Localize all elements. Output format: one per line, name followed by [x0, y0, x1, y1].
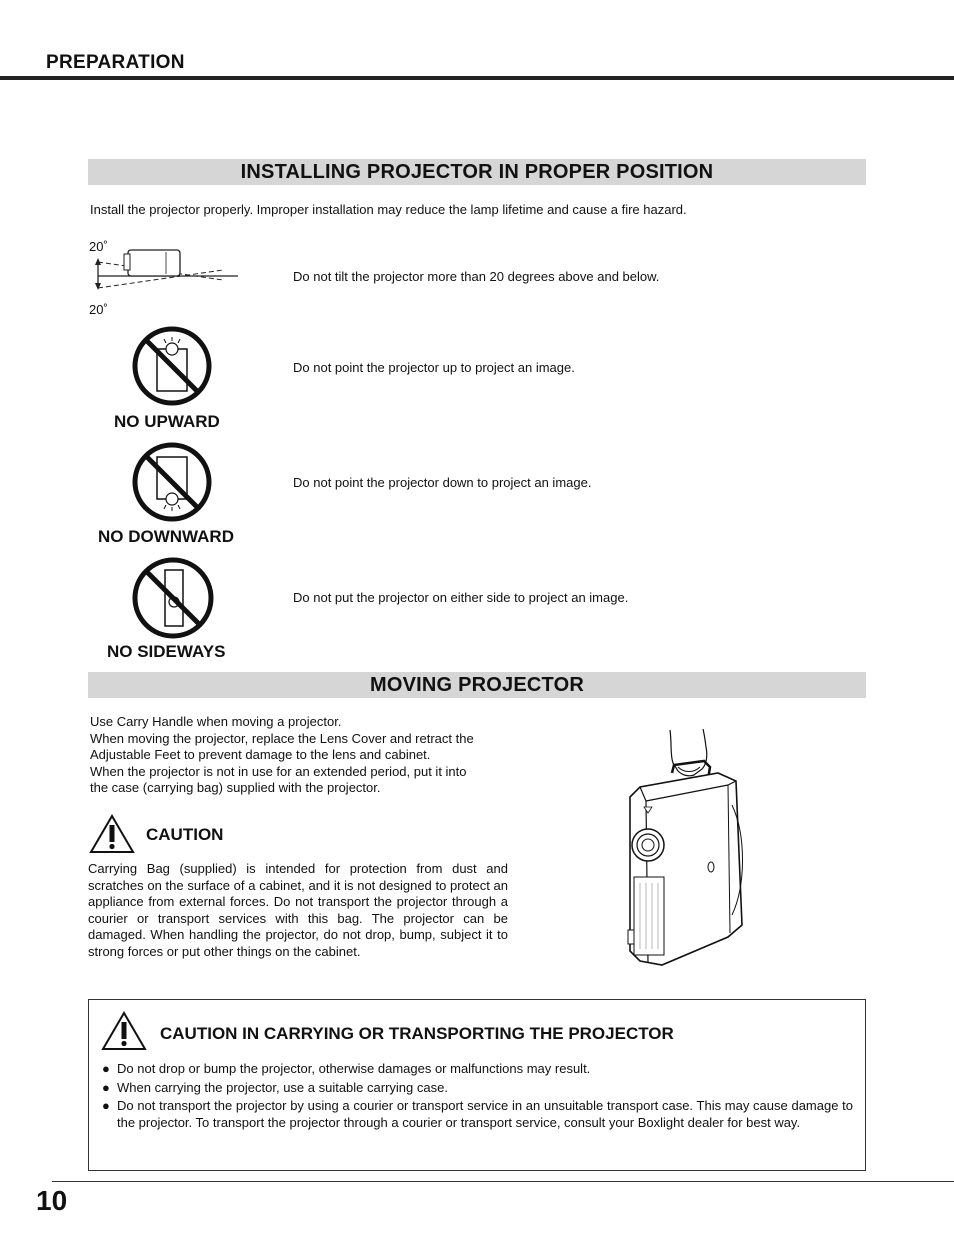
bullet-text: When carrying the projector, use a suitable carrying case. — [117, 1079, 448, 1095]
tilt-angle-top: 20˚ — [89, 239, 108, 254]
caution-title: CAUTION — [146, 825, 224, 844]
list-item — [102, 1080, 853, 1097]
bullet-icon: ● — [102, 1061, 110, 1076]
header-rule — [0, 76, 954, 80]
warning-triangle-icon — [89, 814, 135, 854]
no-upward-icon — [131, 325, 213, 407]
tilt-angle-bottom: 20˚ — [89, 302, 108, 317]
bullet-icon: ● — [102, 1098, 110, 1113]
list-item — [102, 1098, 853, 1131]
moving-line: Adjustable Feet to prevent damage to the lens and cabinet. — [90, 747, 431, 762]
no-upward-description: Do not point the projector up to project an image. — [293, 360, 575, 375]
footer-rule — [52, 1181, 954, 1182]
no-sideways-description: Do not put the projector on either side to project an image. — [293, 590, 629, 605]
no-sideways-icon — [131, 556, 215, 640]
bullet-text: Do not transport the projector by using a courier or transport service in an unsuitable transport case. This may cause damage to the projector. To transport the projector through a courier or transport service, consult your Boxlight dealer for best way. — [117, 1098, 853, 1130]
bullet-icon: ● — [102, 1079, 110, 1095]
install-intro: Install the projector properly. Improper installation may reduce the lamp lifetime and cause a fire hazard. — [90, 202, 687, 217]
install-section-title: INSTALLING PROJECTOR IN PROPER POSITION — [88, 159, 866, 185]
moving-line: When the projector is not in use for an extended period, put it into — [90, 763, 467, 779]
moving-section-title: MOVING PROJECTOR — [88, 672, 866, 698]
list-item — [102, 1061, 853, 1078]
no-downward-label: NO DOWNWARD — [98, 527, 234, 546]
moving-line: the case (carrying bag) supplied with the projector. — [90, 780, 381, 795]
caution-text: Carrying Bag (supplied) is intended for protection from dust and scratches on the surface of a cabinet, and it is not designed to protect an appliance from external forces. Do not transport the projector through a courier or transport services with this bag. The projector can be damaged. When handling the projector, do not drop, bump, subject it to strong forces or put other things on the cabinet. — [88, 861, 508, 959]
moving-line: When moving the projector, replace the Lens Cover and retract the — [90, 730, 474, 746]
moving-paragraph — [90, 714, 510, 797]
transport-caution-list — [102, 1061, 853, 1133]
no-downward-description: Do not point the projector down to project an image. — [293, 475, 592, 490]
no-downward-icon — [131, 441, 213, 523]
no-sideways-label: NO SIDEWAYS — [107, 642, 226, 661]
bullet-text: Do not drop or bump the projector, otherwise damages or malfunctions may result. — [117, 1061, 591, 1076]
section-header: PREPARATION — [46, 52, 185, 73]
projector-carry-illustration — [618, 725, 750, 970]
warning-triangle-icon — [101, 1011, 147, 1051]
transport-caution-title: CAUTION IN CARRYING OR TRANSPORTING THE PROJECTOR — [160, 1024, 674, 1043]
tilt-description: Do not tilt the projector more than 20 degrees above and below. — [293, 269, 660, 284]
tilt-diagram — [88, 240, 248, 302]
no-upward-label: NO UPWARD — [114, 412, 220, 431]
page-number: 10 — [36, 1185, 68, 1216]
moving-line: Use Carry Handle when moving a projector. — [90, 714, 342, 729]
